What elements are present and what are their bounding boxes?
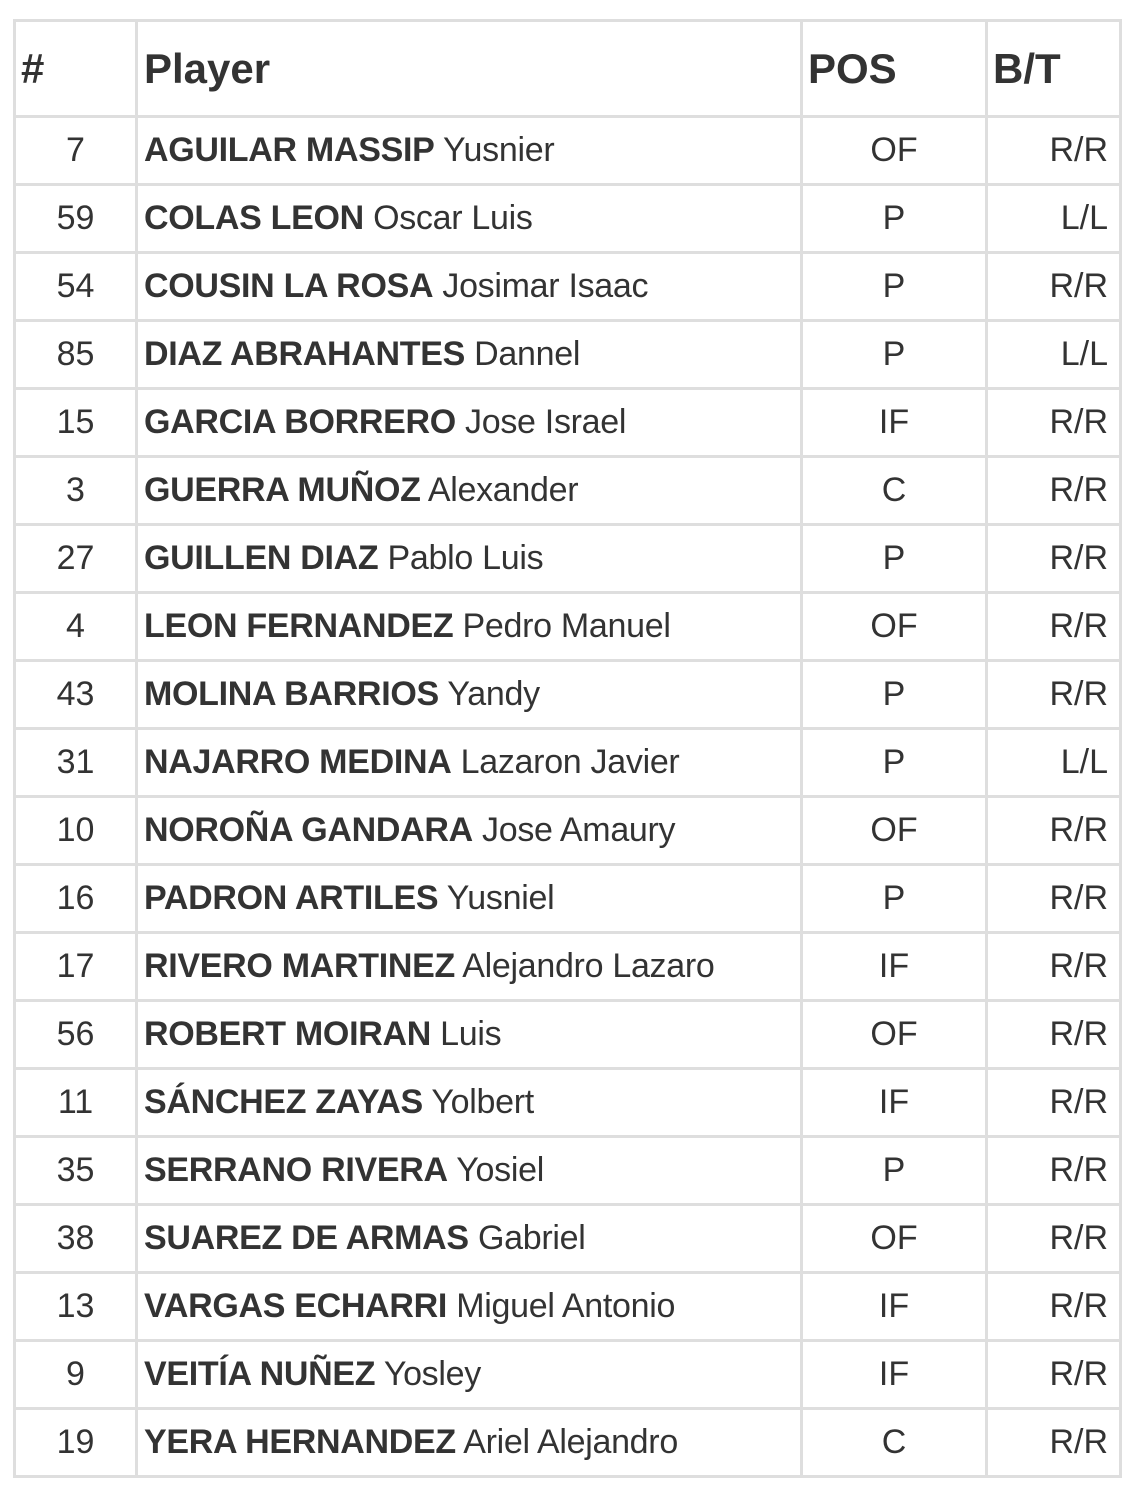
player-first-name: Ariel Alejandro xyxy=(463,1423,678,1461)
player-last-name: SUAREZ DE ARMAS xyxy=(144,1219,469,1257)
player-last-name: VARGAS ECHARRI xyxy=(144,1287,448,1325)
table-row xyxy=(15,593,1121,661)
player-bats-throws: L/L xyxy=(987,185,1121,253)
player-number: 85 xyxy=(15,321,137,389)
table-row xyxy=(15,253,1121,321)
player-number: 13 xyxy=(15,1273,137,1341)
player-name xyxy=(137,661,802,729)
player-first-name: Yandy xyxy=(447,675,540,713)
player-first-name: Alexander xyxy=(427,471,579,509)
player-bats-throws: R/R xyxy=(987,457,1121,525)
player-last-name: RIVERO MARTINEZ xyxy=(144,947,455,985)
table-row xyxy=(15,185,1121,253)
player-first-name: Yusniel xyxy=(446,879,555,917)
table-row xyxy=(15,525,1121,593)
player-last-name: NAJARRO MEDINA xyxy=(144,743,452,781)
player-last-name: DIAZ ABRAHANTES xyxy=(144,335,466,373)
player-first-name: Gabriel xyxy=(477,1219,586,1257)
player-number: 38 xyxy=(15,1205,137,1273)
player-position: P xyxy=(802,525,987,593)
table-header-row xyxy=(15,21,1121,117)
player-position: IF xyxy=(802,1273,987,1341)
player-first-name: Josimar Isaac xyxy=(442,267,649,305)
player-number: 43 xyxy=(15,661,137,729)
player-name xyxy=(137,593,802,661)
player-first-name: Alejandro Lazaro xyxy=(462,947,715,985)
player-number: 17 xyxy=(15,933,137,1001)
player-position: OF xyxy=(802,797,987,865)
player-bats-throws: R/R xyxy=(987,253,1121,321)
player-name xyxy=(137,525,802,593)
player-number: 9 xyxy=(15,1341,137,1409)
player-name xyxy=(137,797,802,865)
player-last-name: SERRANO RIVERA xyxy=(144,1151,448,1189)
player-number: 54 xyxy=(15,253,137,321)
player-first-name: Miguel Antonio xyxy=(456,1287,676,1325)
player-position: P xyxy=(802,1137,987,1205)
player-number: 15 xyxy=(15,389,137,457)
player-bats-throws: R/R xyxy=(987,1341,1121,1409)
player-position: IF xyxy=(802,1069,987,1137)
player-position: C xyxy=(802,1409,987,1477)
table-row xyxy=(15,457,1121,525)
player-last-name: AGUILAR MASSIP xyxy=(144,131,435,169)
table-row xyxy=(15,117,1121,185)
player-last-name: GARCIA BORRERO xyxy=(144,403,456,441)
player-last-name: SÁNCHEZ ZAYAS xyxy=(144,1083,423,1121)
player-last-name: YERA HERNANDEZ xyxy=(144,1423,456,1461)
player-number: 3 xyxy=(15,457,137,525)
player-position: P xyxy=(802,729,987,797)
player-number: 35 xyxy=(15,1137,137,1205)
player-first-name: Yusnier xyxy=(443,131,555,169)
player-name xyxy=(137,1341,802,1409)
player-position: OF xyxy=(802,117,987,185)
header-player: Player xyxy=(137,21,802,117)
player-bats-throws: R/R xyxy=(987,389,1121,457)
player-position: OF xyxy=(802,1205,987,1273)
player-name xyxy=(137,1137,802,1205)
player-name xyxy=(137,1409,802,1477)
player-name xyxy=(137,185,802,253)
player-bats-throws: R/R xyxy=(987,117,1121,185)
player-name xyxy=(137,389,802,457)
player-last-name: COLAS LEON xyxy=(144,199,364,237)
player-number: 11 xyxy=(15,1069,137,1137)
player-bats-throws: R/R xyxy=(987,525,1121,593)
player-first-name: Luis xyxy=(440,1015,502,1053)
player-last-name: NOROÑA GANDARA xyxy=(144,811,473,849)
player-bats-throws: L/L xyxy=(987,321,1121,389)
table-row xyxy=(15,797,1121,865)
player-bats-throws: L/L xyxy=(987,729,1121,797)
player-bats-throws: R/R xyxy=(987,865,1121,933)
player-bats-throws: R/R xyxy=(987,661,1121,729)
player-bats-throws: R/R xyxy=(987,1001,1121,1069)
player-name xyxy=(137,1001,802,1069)
roster-body xyxy=(15,117,1121,1477)
player-number: 4 xyxy=(15,593,137,661)
player-name xyxy=(137,253,802,321)
player-last-name: LEON FERNANDEZ xyxy=(144,607,454,645)
player-name xyxy=(137,1273,802,1341)
player-name xyxy=(137,117,802,185)
player-name xyxy=(137,729,802,797)
player-position: P xyxy=(802,865,987,933)
player-name xyxy=(137,321,802,389)
player-number: 7 xyxy=(15,117,137,185)
table-row xyxy=(15,1273,1121,1341)
player-name xyxy=(137,1069,802,1137)
player-position: P xyxy=(802,321,987,389)
player-bats-throws: R/R xyxy=(987,1273,1121,1341)
player-number: 27 xyxy=(15,525,137,593)
player-position: IF xyxy=(802,1341,987,1409)
table-row xyxy=(15,1205,1121,1273)
player-bats-throws: R/R xyxy=(987,593,1121,661)
player-name xyxy=(137,457,802,525)
player-number: 10 xyxy=(15,797,137,865)
player-position: P xyxy=(802,253,987,321)
player-position: IF xyxy=(802,933,987,1001)
player-number: 19 xyxy=(15,1409,137,1477)
player-position: C xyxy=(802,457,987,525)
player-name xyxy=(137,1205,802,1273)
header-pos: POS xyxy=(802,21,987,117)
player-first-name: Dannel xyxy=(474,335,581,373)
player-first-name: Lazaron Javier xyxy=(460,743,680,781)
player-bats-throws: R/R xyxy=(987,1205,1121,1273)
player-position: OF xyxy=(802,593,987,661)
player-bats-throws: R/R xyxy=(987,1409,1121,1477)
table-row xyxy=(15,1341,1121,1409)
player-last-name: MOLINA BARRIOS xyxy=(144,675,439,713)
player-first-name: Yosiel xyxy=(456,1151,544,1189)
player-name xyxy=(137,933,802,1001)
table-row xyxy=(15,1001,1121,1069)
player-position: IF xyxy=(802,389,987,457)
table-row xyxy=(15,1069,1121,1137)
player-first-name: Jose Israel xyxy=(465,403,627,441)
player-last-name: GUILLEN DIAZ xyxy=(144,539,379,577)
player-position: P xyxy=(802,185,987,253)
player-name xyxy=(137,865,802,933)
table-row xyxy=(15,729,1121,797)
table-row xyxy=(15,321,1121,389)
table-row xyxy=(15,661,1121,729)
player-position: OF xyxy=(802,1001,987,1069)
player-bats-throws: R/R xyxy=(987,797,1121,865)
player-last-name: VEITÍA NUÑEZ xyxy=(144,1355,376,1393)
player-number: 31 xyxy=(15,729,137,797)
table-row xyxy=(15,389,1121,457)
player-bats-throws: R/R xyxy=(987,933,1121,1001)
player-last-name: GUERRA MUÑOZ xyxy=(144,471,421,509)
table-row xyxy=(15,865,1121,933)
player-bats-throws: R/R xyxy=(987,1137,1121,1205)
header-bt: B/T xyxy=(987,21,1121,117)
player-first-name: Pedro Manuel xyxy=(462,607,671,645)
player-number: 16 xyxy=(15,865,137,933)
player-first-name: Oscar Luis xyxy=(373,199,533,237)
player-bats-throws: R/R xyxy=(987,1069,1121,1137)
roster-table xyxy=(13,19,1122,1478)
player-last-name: ROBERT MOIRAN xyxy=(144,1015,431,1053)
table-row xyxy=(15,1409,1121,1477)
player-last-name: COUSIN LA ROSA xyxy=(144,267,434,305)
table-row xyxy=(15,933,1121,1001)
player-last-name: PADRON ARTILES xyxy=(144,879,439,917)
player-first-name: Pablo Luis xyxy=(387,539,544,577)
table-row xyxy=(15,1137,1121,1205)
header-number: # xyxy=(15,21,137,117)
player-first-name: Yosley xyxy=(383,1355,481,1393)
player-first-name: Yolbert xyxy=(431,1083,534,1121)
player-position: P xyxy=(802,661,987,729)
player-number: 59 xyxy=(15,185,137,253)
player-number: 56 xyxy=(15,1001,137,1069)
player-first-name: Jose Amaury xyxy=(482,811,676,849)
